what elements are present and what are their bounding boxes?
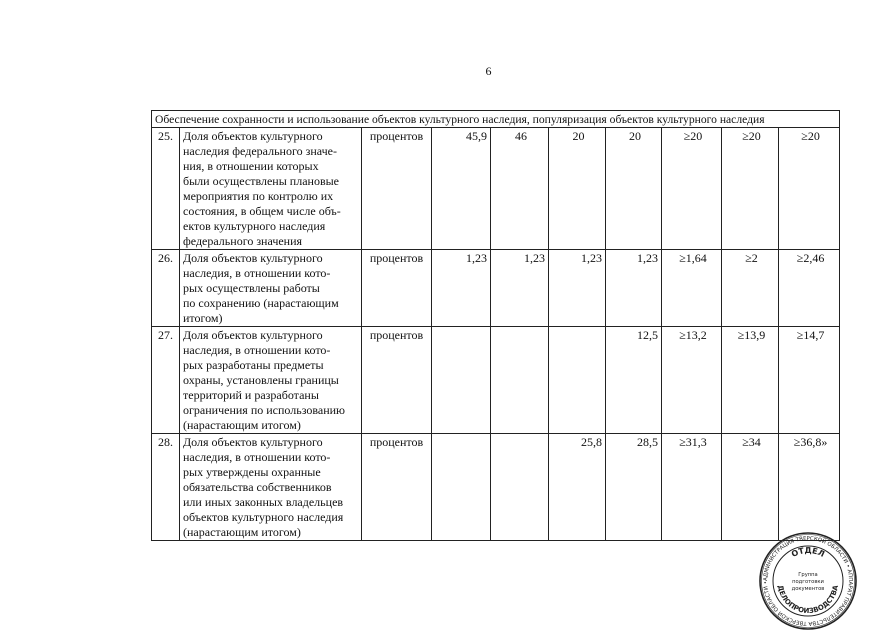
value-cell <box>491 434 549 541</box>
value-cell: ≥31,3 <box>662 434 722 541</box>
name-line: или иных законных владельцев <box>183 495 344 509</box>
table-row <box>152 250 840 327</box>
name-line: наследия, в отношении кото- <box>183 450 331 464</box>
value-cell: 28,5 <box>606 434 662 541</box>
name-line: объектов культурного наследия <box>183 510 344 524</box>
indicator-name <box>180 434 362 541</box>
value-cell <box>549 327 606 434</box>
row-number: 28. <box>152 434 180 541</box>
value-cell: ≥2,46 <box>779 250 840 327</box>
stamp-inner-line: Группа <box>798 572 818 578</box>
value-cell: ≥2 <box>722 250 779 327</box>
value-cell: 46 <box>491 128 549 250</box>
name-line: федерального значения <box>183 234 303 248</box>
name-line: ния, в отношении которых <box>183 159 319 173</box>
name-line: наследия, в отношении кото- <box>183 343 331 357</box>
value-cell: ≥13,9 <box>722 327 779 434</box>
name-line: (нарастающим итогом) <box>183 418 301 432</box>
name-line: обязательства собственников <box>183 480 332 494</box>
name-line: по сохранению (нарастающим <box>183 296 339 310</box>
name-line: наследия, в отношении кото- <box>183 266 331 280</box>
value-cell <box>432 434 491 541</box>
value-cell: 1,23 <box>491 250 549 327</box>
value-cell: ≥20 <box>779 128 840 250</box>
unit-cell: процентов <box>362 434 432 541</box>
value-cell: 45,9 <box>432 128 491 250</box>
value-cell: 20 <box>606 128 662 250</box>
indicators-table <box>151 110 840 541</box>
name-line: итогом) <box>183 311 223 325</box>
name-line: территорий и разработаны <box>183 388 319 402</box>
name-line: Доля объектов культурного <box>183 129 323 143</box>
name-line: рых утверждены охранные <box>183 465 321 479</box>
indicator-name <box>180 327 362 434</box>
stamp-ring-text: АДМИНИСТРАЦИЯ ТВЕРСКОЙ ОБЛАСТИ • АППАРАТ ПРАВИТЕЛЬСТВА ТВЕРСКОЙ ОБЛАСТИ • <box>762 535 854 627</box>
row-number: 25. <box>152 128 180 250</box>
name-line: охраны, установлены границы <box>183 373 339 387</box>
name-line: состояния, в общем числе объ- <box>183 204 341 218</box>
value-cell: 1,23 <box>549 250 606 327</box>
value-cell: 1,23 <box>606 250 662 327</box>
stamp-inner-line: подготовки <box>792 579 824 585</box>
value-cell: ≥20 <box>662 128 722 250</box>
name-line: Доля объектов культурного <box>183 328 323 342</box>
name-line: ограничения по использованию <box>183 403 346 417</box>
name-line: (нарастающим итогом) <box>183 525 301 539</box>
value-cell: ≥36,8» <box>779 434 840 541</box>
value-cell: 20 <box>549 128 606 250</box>
table-row <box>152 128 840 250</box>
unit-cell: процентов <box>362 128 432 250</box>
value-cell: ≥14,7 <box>779 327 840 434</box>
page-number: 6 <box>485 64 492 78</box>
value-cell: 1,23 <box>432 250 491 327</box>
row-number: 26. <box>152 250 180 327</box>
section-title: Обеспечение сохранности и использование объектов культурного наследия, популяризация объектов культурного наследия <box>152 111 840 128</box>
value-cell <box>491 327 549 434</box>
unit-cell: процентов <box>362 250 432 327</box>
name-line: ектов культурного наследия <box>183 219 326 233</box>
table-row <box>152 434 840 541</box>
value-cell: 25,8 <box>549 434 606 541</box>
stamp-inner-line: документов <box>791 586 825 592</box>
indicator-name <box>180 250 362 327</box>
value-cell: ≥1,64 <box>662 250 722 327</box>
table-row <box>152 327 840 434</box>
name-line: были осуществлены плановые <box>183 174 339 188</box>
name-line: мероприятия по контролю их <box>183 189 334 203</box>
name-line: Доля объектов культурного <box>183 435 323 449</box>
indicator-name <box>180 128 362 250</box>
name-line: рых осуществлены работы <box>183 281 320 295</box>
value-cell: ≥13,2 <box>662 327 722 434</box>
unit-cell: процентов <box>362 327 432 434</box>
office-stamp-icon <box>758 531 858 631</box>
stamp-subtitle: ДЕЛОПРОИЗВОДСТВА <box>775 584 840 616</box>
section-header-row <box>152 111 840 128</box>
row-number: 27. <box>152 327 180 434</box>
name-line: рых разработаны предметы <box>183 358 324 372</box>
value-cell: ≥34 <box>722 434 779 541</box>
stamp-title: ОТДЕЛ <box>789 545 827 559</box>
name-line: наследия федерального значе- <box>183 144 337 158</box>
value-cell <box>432 327 491 434</box>
value-cell: 12,5 <box>606 327 662 434</box>
name-line: Доля объектов культурного <box>183 251 323 265</box>
value-cell: ≥20 <box>722 128 779 250</box>
